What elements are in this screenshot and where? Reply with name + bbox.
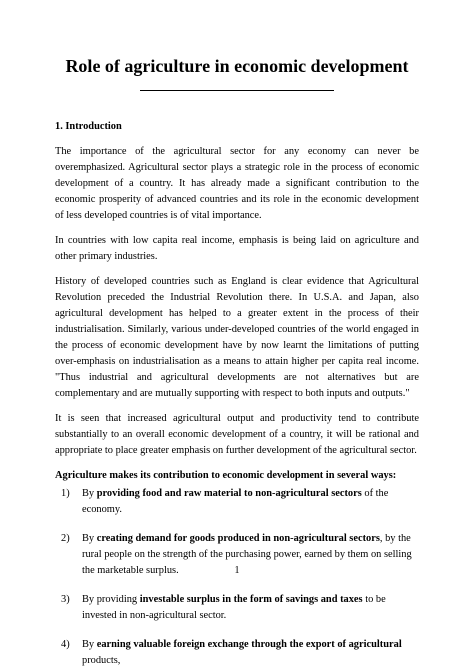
title-underline [140, 90, 334, 91]
paragraph: History of developed countries such as England is clear evidence that Agricultural Revolution preceded the Industrial Revolution there. In U.S.A. and Japan, also agricultural development has helped to a greater extent in the process of their industrialisation. Similarly, various under-developed countries of the world engaged in the process of economic development have by now learnt the limitations of putting over-emphasis on industrialisation as a means to attain higher per capita real income. "Thus industrial and agricultural developments are not alternatives but are complementary and are mutually supporting with respect to both inputs and outputs." [55, 276, 419, 399]
item-text-pre: By [82, 533, 97, 544]
item-text-post: of the economy. [82, 488, 389, 515]
list-number: 3) [61, 594, 70, 605]
list-number: 2) [61, 533, 70, 544]
section-heading: 1. Introduction [55, 121, 122, 132]
ways-heading: Agriculture makes its contribution to economic development in several ways: [55, 470, 397, 481]
item-text-pre: By [82, 639, 97, 650]
list-item [55, 637, 419, 669]
item-text-pre: By [82, 488, 97, 499]
item-text-post: products, [82, 655, 121, 666]
list-number: 4) [61, 639, 70, 650]
list-number: 1) [61, 488, 70, 499]
contribution-list [55, 486, 419, 669]
item-text-bold: creating demand for goods produced in non-agricultural sectors [96, 533, 380, 544]
paragraph: It is seen that increased agricultural output and productivity tend to contribute substantially to an overall economic development of a country, it will be rational and appropriate to place greater emphasis on further development of the agricultural sector. [55, 413, 419, 456]
item-text-bold: earning valuable foreign exchange through the export of agricultural [96, 639, 402, 650]
list-item [55, 592, 419, 624]
document-body [55, 119, 419, 669]
paragraph: The importance of the agricultural sector for any economy can never be overemphasized. Agricultural sector plays a strategic role in the process of economic development of a country. It has already made a significant contribution to the economic prosperity of advanced countries and its role in the economic development of less developed countries is of vital importance. [55, 146, 419, 221]
item-text-bold: providing food and raw material to non-agricultural sectors [96, 488, 362, 499]
list-item [55, 486, 419, 518]
paragraph: In countries with low capita real income, emphasis is being laid on agriculture and other primary industries. [55, 235, 419, 262]
item-text-pre: By providing [82, 594, 140, 605]
document-title: Role of agriculture in economic development [65, 56, 409, 76]
item-text-post: to be invested in non-agricultural sector. [82, 594, 386, 621]
item-text-post: , by the rural people on the strength of the purchasing power, earned by them on selling the marketable surplus. [82, 533, 412, 576]
page-number: 1 [234, 565, 240, 576]
item-text-bold: investable surplus in the form of savings and taxes [139, 594, 363, 605]
